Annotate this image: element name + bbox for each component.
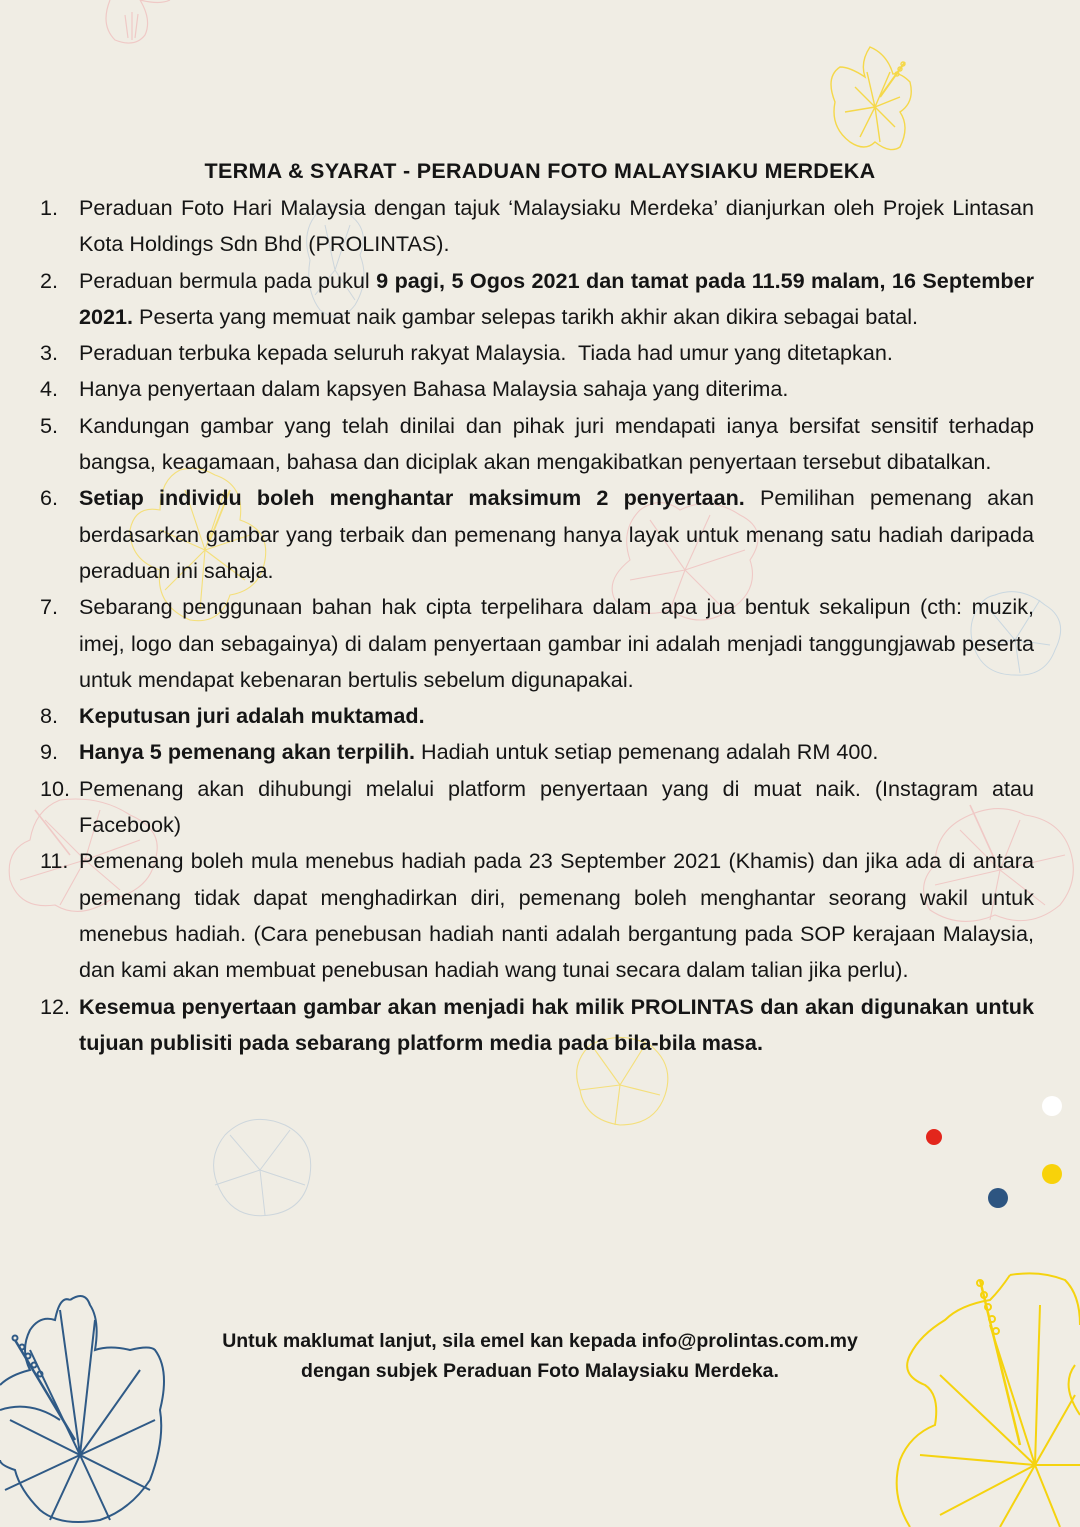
term-item (40, 698, 1034, 734)
terms-list (40, 190, 1034, 1061)
hibiscus-pink-top-left-icon (90, 0, 190, 50)
term-number: 11. (40, 848, 69, 874)
hibiscus-yellow-top-right-icon (815, 42, 940, 162)
term-text-bold: Keputusan juri adalah muktamad. (79, 703, 425, 729)
term-number: 8. (40, 703, 59, 729)
term-text: Pemenang boleh mula menebus hadiah pada 23 September 2021 (Khamis) dan jika ada di antara pemenang tidak dapat menghadirkan diri, pemenang boleh menghantar seorang wakil untuk menebus hadiah. (Cara penebusan hadiah nanti adalah bergantung pada SOP kerajaan Malaysia, dan kami akan membuat penebusan hadiah wang tunai secara dalam talian jika perlu). (79, 848, 1034, 983)
term-number: 4. (40, 376, 59, 402)
term-item (40, 734, 1034, 770)
term-text: Peserta yang memuat naik gambar selepas tarikh akhir akan dikira sebagai batal. (133, 303, 919, 329)
term-number: 9. (40, 739, 59, 765)
blue-dot-icon (988, 1188, 1008, 1208)
term-text-bold: 9 pagi, 5 Ogos 2021 dan tamat pada 11.59 malam, 16 September 2021. (79, 267, 1035, 329)
contact-line-subject: dengan subjek Peraduan Foto Malaysiaku Merdeka. (301, 1360, 779, 1382)
term-text: Sebarang penggunaan bahan hak cipta terpelihara dalam apa jua bentuk sekalipun (cth: muzik, imej, logo dan sebagainya) di dalam penyertaan gambar ini adalah menjadi tanggungjawab peserta untuk mendapat kebenaran bertulis sebelum digunapakai. (79, 594, 1034, 692)
contact-line-email: Untuk maklumat lanjut, sila emel kan kepada info@prolintas.com.my (222, 1330, 858, 1352)
term-text: Peraduan Foto Hari Malaysia dengan tajuk ‘Malaysiaku Merdeka’ dianjurkan oleh Projek Lintasan Kota Holdings Sdn Bhd (PROLINTAS). (79, 195, 1034, 257)
term-text-bold: Setiap individu boleh menghantar maksimum 2 penyertaan. (79, 485, 745, 511)
term-text-bold: Kesemua penyertaan gambar akan menjadi hak milik PROLINTAS dan akan digunakan untuk tujuan publisiti pada sebarang platform media pada bila-bila masa. (79, 993, 1034, 1055)
term-item (40, 480, 1034, 589)
term-number: 10. (40, 775, 71, 801)
term-number: 12. (40, 993, 71, 1019)
term-number: 2. (40, 267, 59, 293)
term-number: 3. (40, 340, 59, 366)
term-item (40, 335, 1034, 371)
term-text-bold: Hanya 5 pemenang akan terpilih. (79, 739, 416, 765)
term-number: 5. (40, 412, 59, 438)
term-item (40, 989, 1034, 1062)
term-text: Hadiah untuk setiap pemenang adalah RM 400. (415, 739, 879, 765)
term-text: Hanya penyertaan dalam kapsyen Bahasa Malaysia sahaja yang diterima. (79, 376, 789, 402)
term-item (40, 771, 1034, 844)
term-number: 6. (40, 485, 59, 511)
contact-footer (0, 1326, 1080, 1386)
term-number: 1. (40, 195, 59, 220)
white-dot-icon (1042, 1096, 1062, 1116)
term-text: Peraduan terbuka kepada seluruh rakyat Malaysia. Tiada had umur yang ditetapkan. (79, 340, 893, 366)
term-text: Pemenang akan dihubungi melalui platform penyertaan yang di muat naik. (Instagram atau Facebook) (79, 775, 1034, 838)
term-item (40, 371, 1034, 407)
term-number: 7. (40, 594, 59, 620)
red-dot-icon (926, 1129, 942, 1145)
term-text: Pemilihan pemenang akan berdasarkan gambar yang terbaik dan pemenang hanya layak untuk menang satu hadiah daripada peraduan ini sahaja. (79, 485, 1034, 583)
term-item (40, 408, 1034, 481)
term-text: Kandungan gambar yang telah dinilai dan pihak juri mendapati ianya bersifat sensitif terhadap bangsa, keagamaan, bahasa dan diciplak akan mengakibatkan penyertaan tersebut dibatalkan. (79, 412, 1034, 475)
yellow-dot-icon (1042, 1164, 1062, 1184)
term-item (40, 589, 1034, 698)
term-text: Peraduan bermula pada pukul (79, 267, 377, 293)
hibiscus-blue-faint-bottom-icon (205, 1115, 315, 1225)
hibiscus-yellow-bottom-right-icon (880, 1265, 1080, 1527)
term-item (40, 190, 1034, 263)
document-title: TERMA & SYARAT - PERADUAN FOTO MALAYSIAKU MERDEKA (204, 159, 876, 183)
term-item (40, 843, 1034, 988)
term-item (40, 263, 1034, 336)
